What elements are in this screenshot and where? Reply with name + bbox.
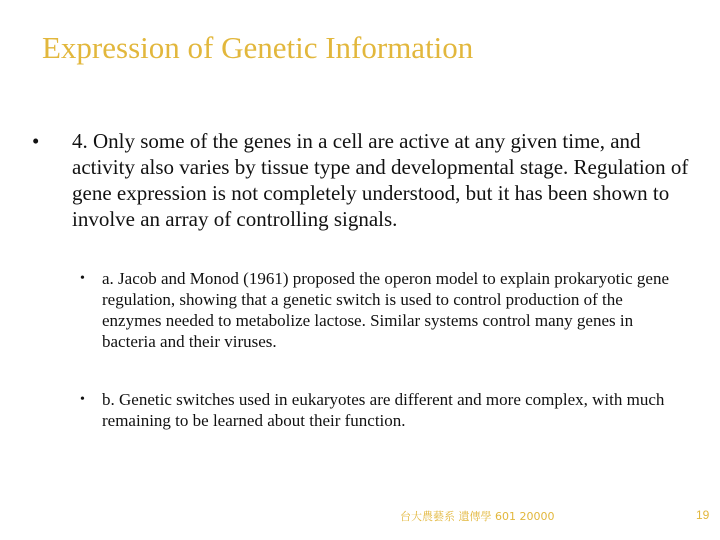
- sub-bullet-marker: •: [80, 392, 85, 407]
- sub-bullet-a-text: a. Jacob and Monod (1961) proposed the operon model to explain prokaryotic gene regulation, showing that a genetic switch is used to control production of the enzymes needed to metabolize lactose. Similar systems control many genes in bacteria and their viruses.: [102, 269, 669, 351]
- main-bullet-text: 4. Only some of the genes in a cell are active at any given time, and activity also varies by tissue type and developmental stage. Regulation of gene expression is not completely understood, but it has been shown to involve an array of controlling signals.: [72, 129, 689, 231]
- sub-bullet-b: [80, 389, 670, 431]
- sub-bullet-marker: •: [80, 271, 85, 286]
- page-number: 19: [696, 508, 710, 522]
- main-bullet: [30, 128, 690, 232]
- sub-bullet-b-text: b. Genetic switches used in eukaryotes are different and more complex, with much remaining to be learned about their function.: [102, 390, 665, 430]
- slide-title: Expression of Genetic Information: [42, 30, 474, 65]
- slide-footer: 台大農藝系 遺傳學 601 20000: [400, 510, 555, 523]
- bullet-marker: •: [32, 129, 40, 153]
- sub-bullet-a: [80, 268, 670, 352]
